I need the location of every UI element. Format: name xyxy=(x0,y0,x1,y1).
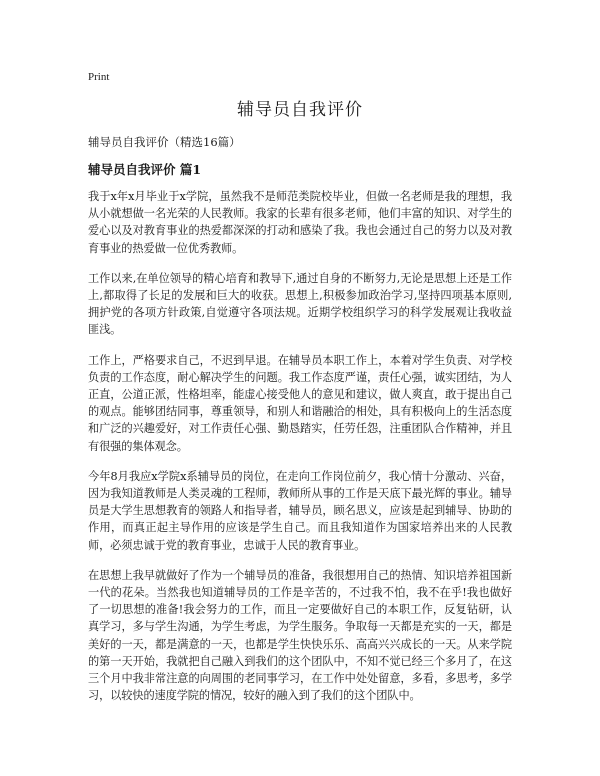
paragraph-3: 工作上，严格要求自己，不迟到早退。在辅导员本职工作上，本着对学生负责、对学校负责的工作态度，耐心解决学生的问题。我工作态度严谨，责任心强，诚实团结，为人正直，公道正派，性格坦率，能虚心接受他人的意见和建议，做人爽直，敢于提出自己的观点。能够团结同事，尊重领导，和别人和谐融洽的相处，具有积极向上的生活态度和广泛的兴趣爱好，对工作责任心强、勤恳踏实，任劳任怨，注重团队合作精神，并且有很强的集体观念。 xyxy=(88,353,512,453)
section-heading: 辅导员自我评价 篇1 xyxy=(88,162,202,177)
paragraph-5: 在思想上我早就做好了作为一个辅导员的准备，我很想用自己的热情、知识培养祖国新一代的花朵。当然我也知道辅导员的工作是辛苦的，不过我不怕，我不在乎!我也做好了一切思想的准备!我会努力的工作，而且一定要做好自己的本职工作，反复钻研，认真学习，多与学生沟通，为学生考虑，为学生服务。争取每一天都是充实的一天，都是美好的一天，都是满意的一天，也都是学生快快乐乐、高高兴兴成长的一天。从来学院的第一天开始，我就把自己融入到我们的这个团队中，不知不觉已经三个多月了，在这三个月中我非常注意的向周围的老同事学习，在工作中处处留意，多看，多思考，多学习，以较快的速度学院的情况，较好的融入到了我们的这个团队中。 xyxy=(88,568,512,703)
paragraph-4: 今年8月我应x学院x系辅导员的岗位，在走向工作岗位前夕，我心情十分激动、兴奋，因为我知道教师是人类灵魂的工程师，教师所从事的工作是天底下最光辉的事业。辅导员是大学生思想教育的领路人和指导者，辅导员，顾名思义，应该是起到辅导、协助的作用，而真正起主导作用的应该是学生自己。而且我知道作为国家培养出来的人民教师，必须忠诚于党的教育事业，忠诚于人民的教育事业。 xyxy=(88,469,512,552)
print-label: Print xyxy=(88,71,110,83)
paragraph-1: 我于x年x月毕业于x学院，虽然我不是师范类院校毕业，但做一名老师是我的理想，我从小就想做一名光荣的人民教师。我家的长辈有很多老师，他们丰富的知识、对学生的爱心以及对教育事业的热爱都深深的打动和感染了我。我也会通过自己的努力以及对教育事业的热爱做一位优秀教师。 xyxy=(88,190,512,255)
paragraph-2: 工作以来,在单位领导的精心培育和教导下,通过自身的不断努力,无论是思想上还是工作上,都取得了长足的发展和巨大的收获。思想上,积极参加政治学习,坚持四项基本原则,拥护党的各项方针政策,自觉遵守各项法规。近期学校组织学习的科学发展观让我收益匪浅。 xyxy=(88,271,512,337)
page-title: 辅导员自我评价 xyxy=(237,100,363,120)
document-subtitle: 辅导员自我评价（精选16篇） xyxy=(88,135,241,149)
